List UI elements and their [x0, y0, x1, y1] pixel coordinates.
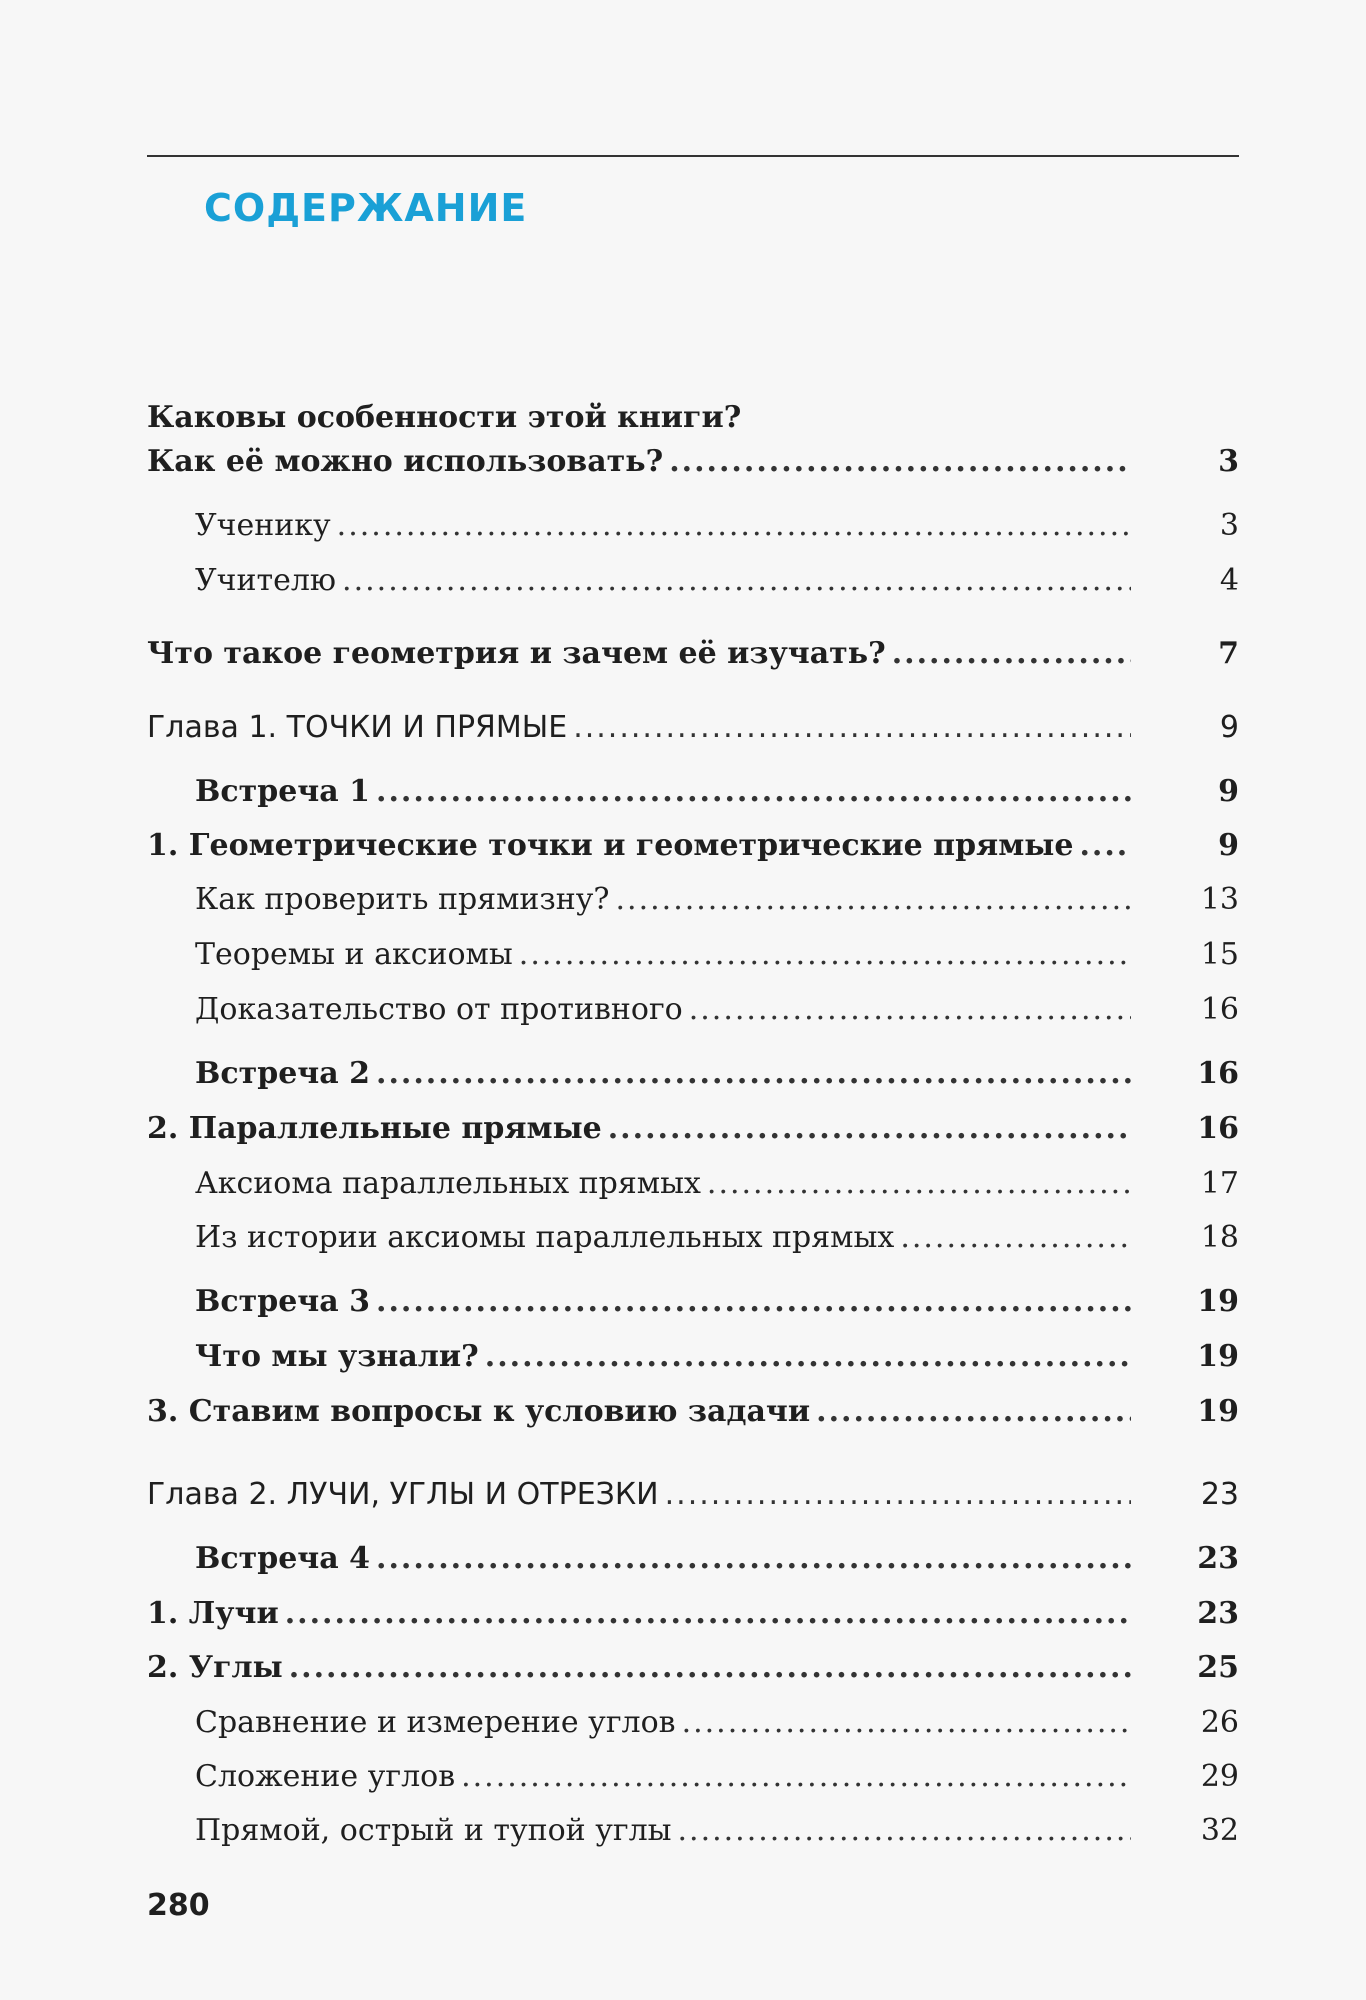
toc-entry-page: 19: [1197, 1394, 1239, 1429]
toc-entry-page: 7: [1218, 636, 1239, 671]
toc-entry-label: Что такое геометрия и зачем её изучать?: [147, 636, 886, 671]
toc-entry-label: Как проверить прямизну?: [195, 882, 610, 917]
toc-entry-label: Что мы узнали?: [195, 1339, 479, 1374]
toc-entry[interactable]: [147, 988, 1239, 1032]
toc-entry[interactable]: [147, 1216, 1239, 1260]
toc-entry-page: 16: [1200, 992, 1239, 1027]
toc-entry-page: 17: [1200, 1166, 1239, 1201]
toc-entry-label: 2. Параллельные прямые: [147, 1111, 602, 1146]
toc-entry[interactable]: [147, 878, 1239, 922]
toc-entry-label: Прямой, острый и тупой углы: [195, 1813, 672, 1848]
toc-entry-label: 1. Геометрические точки и геометрические прямые: [147, 828, 1074, 863]
toc-entry-label: [147, 1473, 659, 1517]
toc-entry[interactable]: [147, 1592, 1239, 1636]
toc-entry-page: 19: [1197, 1284, 1239, 1319]
toc-entry[interactable]: [147, 1335, 1239, 1379]
toc-entry[interactable]: [147, 1646, 1239, 1690]
toc-entry[interactable]: [147, 1701, 1239, 1745]
dot-leader: [669, 440, 1131, 484]
chapter-title: ЛУЧИ, УГЛЫ И ОТРЕЗКИ: [286, 1477, 659, 1512]
toc-entry-page: 29: [1200, 1759, 1239, 1794]
toc-entry-label: Встреча 4: [195, 1541, 370, 1576]
toc-entry-label: Встреча 3: [195, 1284, 370, 1319]
toc-entry-label: 2. Углы: [147, 1650, 283, 1685]
toc-entry[interactable]: [147, 440, 1239, 484]
dot-leader: [689, 988, 1131, 1032]
toc-entry-label: Учителю: [195, 563, 337, 598]
toc-entry-page: 13: [1200, 882, 1239, 917]
toc-entry-page: 16: [1197, 1111, 1239, 1146]
toc-entry[interactable]: [147, 1537, 1239, 1581]
toc-entry-label: Из истории аксиомы параллельных прямых: [195, 1220, 895, 1255]
toc-entry[interactable]: [147, 1162, 1239, 1206]
toc-entry-label: Аксиома параллельных прямых: [195, 1166, 701, 1201]
dot-leader: [900, 1216, 1131, 1260]
toc-entry-page: 3: [1218, 444, 1239, 479]
dot-leader: [665, 1473, 1131, 1517]
toc-entry[interactable]: [147, 933, 1239, 977]
toc-entry-label: Сложение углов: [195, 1759, 456, 1794]
toc-entry-page: 9: [1218, 774, 1239, 809]
dot-leader: [376, 770, 1131, 814]
dot-leader: [485, 1335, 1131, 1379]
toc-entry-page: 23: [1197, 1596, 1239, 1631]
dot-leader: [616, 878, 1131, 922]
dot-leader: [376, 1280, 1131, 1324]
toc-entry[interactable]: [147, 1755, 1239, 1799]
dot-leader: [682, 1701, 1131, 1745]
toc-entry[interactable]: [147, 1809, 1239, 1853]
toc-entry-page: 15: [1200, 937, 1239, 972]
toc-entry-label: 3. Ставим вопросы к условию задачи: [147, 1394, 811, 1429]
chapter-number: Глава 2.: [147, 1477, 278, 1512]
dot-leader: [376, 1052, 1131, 1096]
dot-leader: [608, 1107, 1131, 1151]
toc-entry-label: Сравнение и измерение углов: [195, 1705, 676, 1740]
dot-leader: [461, 1755, 1131, 1799]
chapter-title: ТОЧКИ И ПРЯМЫЕ: [286, 710, 568, 745]
toc-entry-page: 18: [1200, 1220, 1239, 1255]
toc-entry-page: 32: [1200, 1813, 1239, 1848]
toc-entry-label: Доказательство от противного: [195, 992, 683, 1027]
dot-leader: [289, 1646, 1131, 1690]
toc-entry-label: Встреча 2: [195, 1056, 370, 1091]
dot-leader: [376, 1537, 1131, 1581]
dot-leader: [816, 1390, 1131, 1434]
toc-chapter-entry[interactable]: [147, 1473, 1239, 1517]
toc-entry[interactable]: [147, 559, 1239, 603]
toc-entry-label: [147, 706, 567, 750]
toc-chapter-entry[interactable]: [147, 706, 1239, 750]
toc-entry-page: 19: [1197, 1339, 1239, 1374]
toc-entry[interactable]: [147, 1052, 1239, 1096]
dot-leader: [342, 559, 1131, 603]
page-number: 280: [147, 1888, 210, 1923]
toc-entry[interactable]: [147, 770, 1239, 814]
dot-leader: [285, 1592, 1131, 1636]
dot-leader: [1079, 824, 1131, 868]
chapter-number: Глава 1.: [147, 710, 278, 745]
top-rule: [147, 155, 1239, 157]
toc-entry-label: Теоремы и аксиомы: [195, 937, 513, 972]
toc-entry-label: Встреча 1: [195, 774, 370, 809]
toc-entry[interactable]: [147, 396, 1239, 440]
toc-entry-page: 9: [1219, 710, 1239, 745]
toc-entry-page: 26: [1200, 1705, 1239, 1740]
dot-leader: [337, 504, 1131, 548]
dot-leader: [519, 933, 1131, 977]
toc-entry[interactable]: [147, 1107, 1239, 1151]
toc-entry[interactable]: [147, 504, 1239, 548]
toc-entry-page: 23: [1200, 1477, 1239, 1512]
toc-entry-page: 3: [1219, 508, 1239, 543]
page-title: СОДЕРЖАНИЕ: [204, 186, 528, 230]
toc-entry-label: Ученику: [195, 508, 331, 543]
toc-entry-page: 4: [1219, 563, 1239, 598]
dot-leader: [892, 632, 1131, 676]
toc-entry-page: 16: [1197, 1056, 1239, 1091]
dot-leader: [707, 1162, 1131, 1206]
toc-entry-page: 25: [1197, 1650, 1239, 1685]
toc-entry-label: 1. Лучи: [147, 1596, 279, 1631]
toc-entry-page: 23: [1197, 1541, 1239, 1576]
dot-leader: [678, 1809, 1132, 1853]
toc-entry[interactable]: [147, 824, 1239, 868]
toc-entry-label: Каковы особенности этой книги?: [147, 400, 742, 435]
toc-entry-label: Как её можно использовать?: [147, 444, 664, 479]
dot-leader: [573, 706, 1131, 750]
toc-entry-page: 9: [1218, 828, 1239, 863]
toc-entry[interactable]: [147, 632, 1239, 676]
toc-entry[interactable]: [147, 1280, 1239, 1324]
toc-entry[interactable]: [147, 1390, 1239, 1434]
